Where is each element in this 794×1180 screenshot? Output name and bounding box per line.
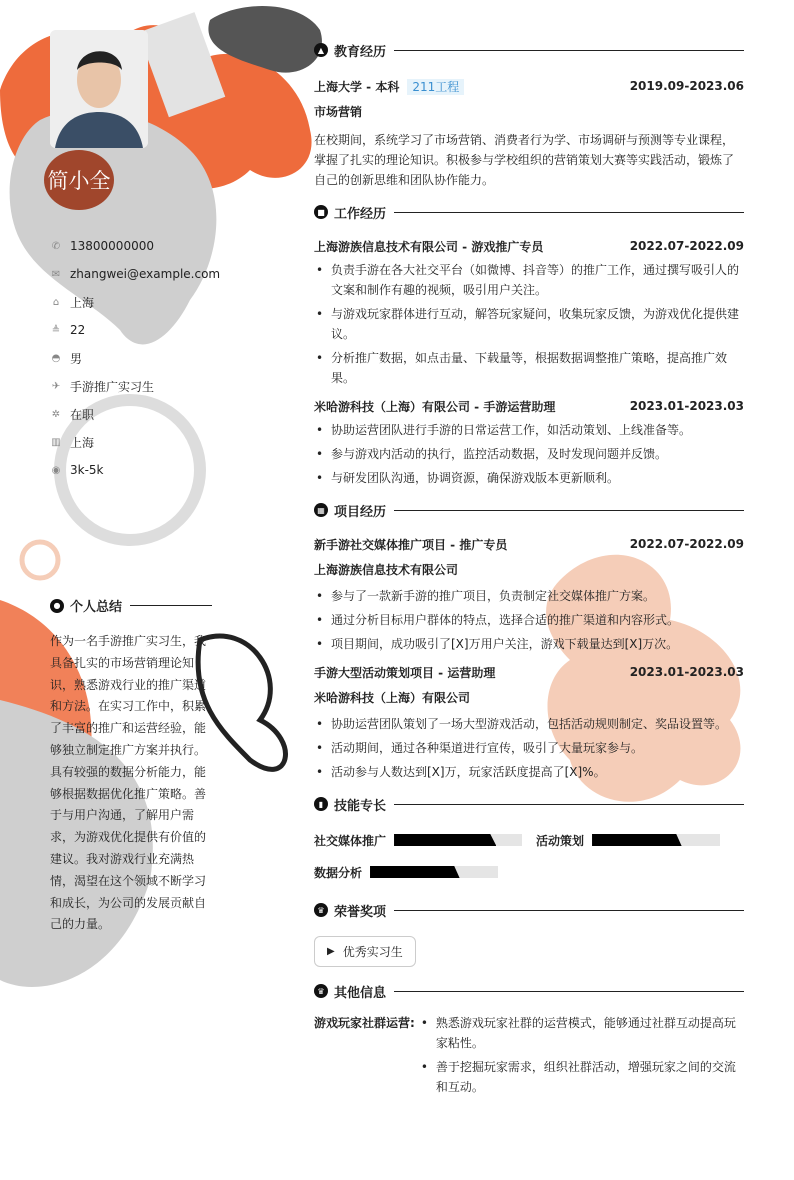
list-item: • 善于挖掘玩家需求，组织社群活动，增强玩家之间的交流和互动。 (419, 1057, 744, 1097)
user-icon: ● (50, 599, 64, 613)
chart-icon: ▮ (314, 797, 328, 811)
education-section (314, 38, 744, 190)
profile-photo (50, 30, 148, 148)
graduation-cap-icon: ▲ (314, 43, 328, 57)
phone-icon: ✆ (51, 240, 61, 252)
contact-text: 在职 (70, 407, 95, 422)
play-icon: ▶ (327, 946, 335, 957)
candidate-name: 简小全 (44, 150, 114, 210)
projects-section (314, 498, 744, 782)
list-item: • 协助运营团队进行手游的日常运营工作，如活动策划、上线准备等。 (314, 420, 744, 440)
contact-text: 13800000000 (70, 239, 154, 253)
contact-salary (50, 456, 220, 484)
contact-age (50, 316, 220, 344)
section-title: 教育经历 (334, 44, 387, 60)
contact-text: 3k-5k (70, 463, 104, 477)
contact-position (50, 372, 220, 400)
divider (394, 212, 744, 213)
award-badge (314, 936, 416, 967)
divider (130, 605, 212, 606)
divider (394, 510, 744, 511)
divider (394, 804, 744, 805)
award-name: 优秀实习生 (342, 945, 403, 959)
skill-item (314, 824, 522, 856)
job-title: 上海游族信息技术有限公司 - 游戏推广专员 (314, 239, 544, 254)
list-item: • 活动参与人数达到[X]万，玩家活跃度提高了[X]%。 (314, 762, 744, 782)
mail-icon: ✉ (51, 268, 61, 280)
summary-text: 作为一名手游推广实习生，我具备扎实的市场营销理论知识，熟悉游戏行业的推广渠道和方法。在实习工作中，积累了丰富的推广和运营经验，能够独立制定推广方案并执行。具有较强的数据分析能力，能够根据数据优化推广策略。善于与用户沟通，了解用户需求，为游戏优化提供有价值的建议。我对游戏行业充满热情，渴望在这个领域不断学习和成长，为公司的发展贡献自己的力量。 (50, 634, 207, 932)
date: 2023.01-2023.03 (629, 399, 744, 413)
project-title: 新手游社交媒体推广项目 - 推广专员 (314, 537, 508, 552)
contact-list (50, 232, 220, 484)
education-desc: 在校期间，系统学习了市场营销、消费者行为学、市场调研与预测等专业课程，掌握了扎实的理论知识。积极参与学校组织的营销策划大赛等实践活动，锻炼了自己的创新思维和团队协作能力。 (314, 133, 735, 187)
skill-bar (394, 834, 522, 846)
list-item: • 分析推广数据，如点击量、下载量等，根据数据调整推广策略，提高推广效果。 (314, 348, 744, 388)
contact-text: 上海 (70, 435, 95, 450)
section-title: 其他信息 (334, 985, 387, 1001)
work-section (314, 200, 744, 488)
other-label: 游戏玩家社群运营: (314, 1016, 415, 1030)
salary-icon: ◉ (51, 464, 61, 476)
contact-phone (50, 232, 220, 260)
contact-text: 手游推广实习生 (70, 379, 155, 394)
list-item: • 项目期间，成功吸引了[X]万用户关注，游戏下载量达到[X]万次。 (314, 634, 744, 654)
date: 2022.07-2022.09 (629, 239, 744, 253)
list-item: • 负责手游在各大社交平台（如微博、抖音等）的推广工作，通过撰写吸引人的文案和制作有趣的视频，吸引用户关注。 (314, 260, 744, 300)
building-icon: ▥ (51, 436, 61, 448)
date: 2023.01-2023.03 (629, 665, 744, 679)
age-icon: ≜ (51, 324, 61, 336)
skill-name: 社交媒体推广 (314, 833, 387, 848)
status-icon: ✲ (51, 408, 61, 420)
award-icon: ♛ (314, 903, 328, 917)
date: 2019.09-2023.06 (629, 79, 744, 93)
other-section (314, 979, 744, 1101)
skill-fill (592, 834, 682, 846)
school: 上海大学 - 本科 (314, 79, 400, 94)
info-icon: ♛ (314, 984, 328, 998)
contact-status (50, 400, 220, 428)
section-title: 荣誉奖项 (334, 904, 387, 920)
skill-item (314, 856, 498, 888)
section-title: 项目经历 (334, 504, 387, 520)
section-title: 技能专长 (334, 798, 387, 814)
skill-fill (370, 866, 460, 878)
list-item: • 参与了一款新手游的推广项目，负责制定社交媒体推广方案。 (314, 586, 744, 606)
grid-icon: ▦ (314, 503, 328, 517)
contact-text: zhangwei@example.com (70, 267, 221, 281)
date: 2022.07-2022.09 (629, 537, 744, 551)
list-item: • 通过分析目标用户群体的特点，选择合适的推广渠道和内容形式。 (314, 610, 744, 630)
gender-icon: ◓ (51, 352, 61, 364)
skill-bar (370, 866, 498, 878)
job-title: 米哈游科技（上海）有限公司 - 手游运营助理 (314, 399, 556, 414)
list-item: • 协助运营团队策划了一场大型游戏活动，包括活动规则制定、奖品设置等。 (314, 714, 744, 734)
list-item: • 活动期间，通过各种渠道进行宣传，吸引了大量玩家参与。 (314, 738, 744, 758)
major: 市场营销 (314, 105, 363, 119)
contact-text: 上海 (70, 295, 95, 310)
home-icon: ⌂ (52, 296, 60, 308)
skill-name: 数据分析 (314, 865, 363, 880)
divider (394, 50, 744, 51)
contact-text: 男 (70, 351, 83, 366)
project-org: 米哈游科技（上海）有限公司 (314, 691, 471, 705)
skill-fill (394, 834, 496, 846)
contact-location (50, 288, 220, 316)
contact-city (50, 428, 220, 456)
awards-section (314, 898, 744, 979)
divider (394, 991, 744, 992)
summary-heading (50, 596, 212, 615)
list-item: • 与游戏玩家群体进行互动，解答玩家疑问，收集玩家反馈，为游戏优化提供建议。 (314, 304, 744, 344)
plane-icon: ✈ (51, 380, 61, 392)
contact-email (50, 260, 220, 288)
project-title: 手游大型活动策划项目 - 运营助理 (314, 665, 496, 680)
summary-title: 个人总结 (70, 600, 123, 615)
school-tag: 211工程 (407, 79, 464, 95)
skill-item (536, 824, 720, 856)
divider (394, 910, 744, 911)
briefcase-icon: ■ (314, 205, 328, 219)
list-item: • 与研发团队沟通，协调资源，确保游戏版本更新顺利。 (314, 468, 744, 488)
skills-section (314, 792, 744, 888)
section-title: 工作经历 (334, 206, 387, 222)
list-item: • 参与游戏内活动的执行，监控活动数据，及时发现问题并反馈。 (314, 444, 744, 464)
skill-name: 活动策划 (536, 833, 585, 848)
list-item: • 熟悉游戏玩家社群的运营模式，能够通过社群互动提高玩家粘性。 (419, 1013, 744, 1053)
project-org: 上海游族信息技术有限公司 (314, 563, 459, 577)
skill-bar (592, 834, 720, 846)
contact-gender (50, 344, 220, 372)
contact-text: 22 (70, 323, 86, 337)
